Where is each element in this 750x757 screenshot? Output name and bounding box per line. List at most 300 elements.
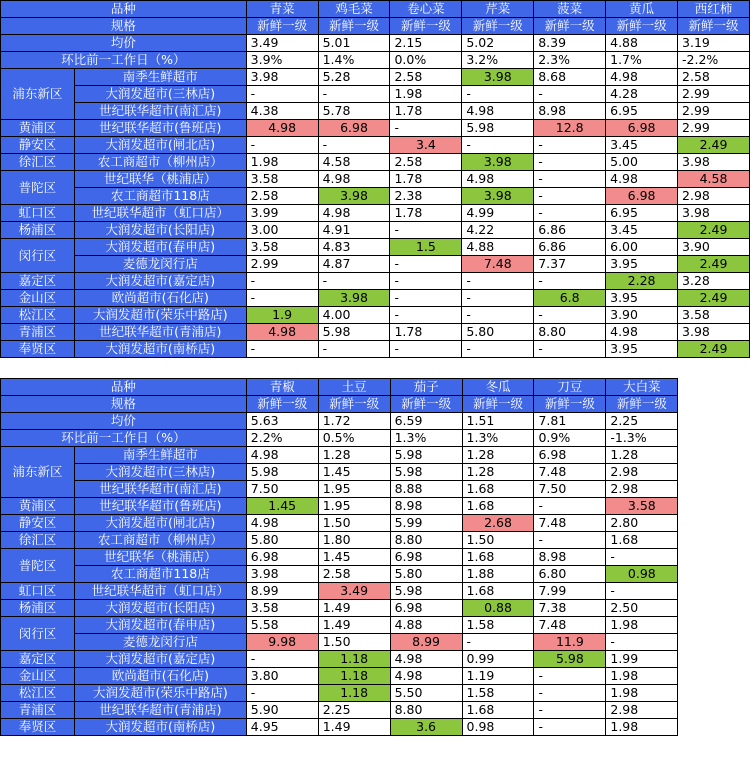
price-cell: 2.58 [678,69,750,86]
table-row [1,668,750,685]
price-cell: 3.98 [246,566,318,583]
blank-cell [678,379,750,396]
table-row [1,464,750,481]
header-row-spec [1,18,750,35]
header-row-avg [1,413,750,430]
price-cell: 2.28 [606,273,678,290]
store-cell: 欧尚超市(石化店) [74,290,246,307]
price-cell: 3.4 [390,137,462,154]
price-cell: - [390,341,462,358]
price-cell: 3.98 [462,188,534,205]
header-row-change [1,52,750,69]
blank-cell [678,498,750,515]
table-row [1,532,750,549]
store-cell: 麦德龙闵行店 [74,256,246,273]
store-cell: 大润发超市(南桥店) [74,719,246,736]
store-cell: 大润发超市(闸北店) [74,137,246,154]
store-cell: 世纪联华超市(青浦店) [74,324,246,341]
price-cell: - [534,307,606,324]
price-cell: 5.50 [390,685,462,702]
store-cell: 世纪联华（桃浦店） [74,549,246,566]
header-row-avg-label: 均价 [1,413,247,430]
header-row-spec-cell: 新鲜一级 [606,396,678,413]
blank-cell [678,532,750,549]
header-row-avg-label: 均价 [1,35,247,52]
district-cell: 静安区 [1,515,75,532]
table-row [1,583,750,600]
price-cell: 2.68 [462,515,534,532]
blank-cell [678,464,750,481]
table-row [1,341,750,358]
store-cell: 南季生鲜超市 [74,69,246,86]
header-row-avg-cell: 1.51 [462,413,534,430]
price-cell: 1.98 [606,617,678,634]
price-cell: 6.98 [246,549,318,566]
price-cell: 0.98 [462,719,534,736]
store-cell: 世纪联华超市(南汇店) [74,481,246,498]
blank-cell [678,583,750,600]
price-cell: 1.78 [390,171,462,188]
price-cell: 1.50 [462,532,534,549]
store-cell: 大润发超市(嘉定店) [74,651,246,668]
header-row-spec-cell: 新鲜一级 [390,396,462,413]
table-row [1,324,750,341]
price-cell: - [534,154,606,171]
price-cell: 4.98 [606,324,678,341]
price-cell: 1.95 [318,481,390,498]
district-cell: 金山区 [1,290,75,307]
table-row [1,205,750,222]
price-cell: - [462,290,534,307]
table-row [1,685,750,702]
price-cell: 9.98 [246,634,318,651]
price-cell: 6.98 [606,120,678,137]
price-cell: 1.49 [318,600,390,617]
header-row-change-cell: 0.5% [318,430,390,447]
price-cell: 4.98 [246,515,318,532]
store-cell: 世纪联华超市（虹口店） [74,583,246,600]
store-cell: 大润发超市(荣乐中路店) [74,307,246,324]
header-row-variety-cell: 刀豆 [534,379,606,396]
header-row-spec-cell: 新鲜一级 [534,396,606,413]
table-row [1,566,750,583]
price-cell: 5.98 [462,120,534,137]
store-cell: 欧尚超市(石化店) [74,668,246,685]
store-cell: 大润发超市(春申店) [74,239,246,256]
price-cell: 1.58 [462,685,534,702]
table-row [1,481,750,498]
price-cell: 1.18 [318,685,390,702]
price-cell: 3.98 [462,69,534,86]
price-cell: 1.98 [390,86,462,103]
header-row-avg-cell: 2.25 [606,413,678,430]
price-cell: 1.68 [462,549,534,566]
price-cell: 12.8 [534,120,606,137]
price-cell: 5.80 [246,532,318,549]
price-cell: - [534,137,606,154]
price-cell: - [462,86,534,103]
price-cell: 8.80 [390,702,462,719]
price-cell: 6.98 [606,188,678,205]
price-cell: - [606,583,678,600]
price-cell: 8.98 [534,549,606,566]
header-row-avg-cell: 5.02 [462,35,534,52]
header-row-variety-cell: 芹菜 [462,1,534,18]
price-cell: 3.95 [606,290,678,307]
price-cell: 4.88 [390,617,462,634]
blank-cell [678,549,750,566]
header-row-variety [1,1,750,18]
price-cell: 1.68 [462,702,534,719]
price-cell: 4.22 [462,222,534,239]
price-cell: 8.80 [534,324,606,341]
price-cell: 3.58 [246,600,318,617]
header-row-change-label: 环比前一工作日（%） [1,430,247,447]
store-cell: 大润发超市(三林店) [74,86,246,103]
price-cell: 1.95 [318,498,390,515]
price-cell: 3.90 [606,307,678,324]
price-cell: 3.95 [606,341,678,358]
price-cell: - [534,171,606,188]
district-cell: 闵行区 [1,239,75,273]
vegetable-price-table-2 [0,378,750,736]
header-row-avg-cell: 1.72 [318,413,390,430]
header-row-spec-cell: 新鲜一级 [678,18,750,35]
store-cell: 大润发超市(长阳店) [74,222,246,239]
price-cell: 8.88 [390,481,462,498]
district-cell: 普陀区 [1,549,75,583]
price-cell: - [246,137,318,154]
header-row-variety-cell: 鸡毛菜 [318,1,390,18]
header-row-change [1,430,750,447]
price-cell: 1.28 [606,447,678,464]
header-row-avg-cell: 3.49 [246,35,318,52]
price-cell: 1.98 [246,154,318,171]
table-row [1,103,750,120]
price-cell: - [390,256,462,273]
header-row-change-cell: 1.4% [318,52,390,69]
store-cell: 农工商超市（柳州店） [74,154,246,171]
price-cell: 3.98 [318,290,390,307]
price-cell: 4.58 [318,154,390,171]
store-cell: 大润发超市(三林店) [74,464,246,481]
price-cell: 4.98 [606,171,678,188]
price-cell: - [390,307,462,324]
header-row-change-cell: 2.2% [246,430,318,447]
header-row-change-cell: 1.3% [390,430,462,447]
price-cell: 5.28 [318,69,390,86]
price-cell: 6.98 [390,600,462,617]
price-cell: 1.18 [318,668,390,685]
price-cell: 5.98 [318,324,390,341]
blank-cell [678,702,750,719]
price-cell: 2.99 [246,256,318,273]
price-cell: 1.98 [606,685,678,702]
header-row-spec-cell: 新鲜一级 [246,396,318,413]
price-cell: 2.98 [606,481,678,498]
price-cell: 5.90 [246,702,318,719]
header-row-variety-cell: 菠菜 [534,1,606,18]
price-cell: 2.38 [390,188,462,205]
price-cell: 2.80 [606,515,678,532]
blank-cell [678,430,750,447]
header-row-avg-cell: 8.39 [534,35,606,52]
price-cell: 7.37 [534,256,606,273]
district-cell: 青浦区 [1,324,75,341]
price-cell: 1.18 [318,651,390,668]
store-cell: 南季生鲜超市 [74,447,246,464]
price-cell: 3.98 [678,205,750,222]
price-cell: 4.88 [462,239,534,256]
price-cell: 4.00 [318,307,390,324]
price-cell: 2.25 [318,702,390,719]
blank-cell [678,413,750,430]
price-cell: 4.98 [390,668,462,685]
price-cell: - [462,341,534,358]
header-row-variety-cell: 黄瓜 [606,1,678,18]
table-row [1,634,750,651]
header-row-variety-label: 品种 [1,379,247,396]
price-cell: - [534,702,606,719]
price-cell: 6.00 [606,239,678,256]
table-row [1,239,750,256]
store-cell: 世纪联华超市(鲁班店) [74,120,246,137]
price-cell: 3.98 [462,154,534,171]
header-row-change-cell: 3.2% [462,52,534,69]
district-cell: 金山区 [1,668,75,685]
blank-cell [678,651,750,668]
store-cell: 大润发超市(春申店) [74,617,246,634]
header-row-avg-cell: 7.81 [534,413,606,430]
price-cell: 1.45 [318,464,390,481]
price-cell: 5.58 [246,617,318,634]
table-row [1,498,750,515]
header-row-variety-cell: 青椒 [246,379,318,396]
price-cell: - [246,290,318,307]
price-cell: 1.58 [462,617,534,634]
header-row-avg-cell: 6.59 [390,413,462,430]
price-cell: 4.95 [246,719,318,736]
price-cell: 1.68 [462,481,534,498]
price-cell: 3.45 [606,222,678,239]
price-cell: 2.58 [318,566,390,583]
price-cell: 3.58 [678,307,750,324]
header-row-change-cell: -2.2% [678,52,750,69]
district-cell: 松江区 [1,685,75,702]
price-cell: 6.98 [318,120,390,137]
price-cell: 1.28 [318,447,390,464]
header-row-avg-cell: 4.88 [606,35,678,52]
price-cell: 4.98 [462,171,534,188]
header-row-avg [1,35,750,52]
district-cell: 虹口区 [1,205,75,222]
table-row [1,69,750,86]
price-cell: 0.88 [462,600,534,617]
price-cell: - [390,222,462,239]
table-row [1,256,750,273]
price-cell: 3.98 [678,154,750,171]
price-cell: - [534,532,606,549]
price-cell: 1.49 [318,719,390,736]
store-cell: 世纪联华超市(鲁班店) [74,498,246,515]
table-row [1,171,750,188]
store-cell: 大润发超市(闸北店) [74,515,246,532]
price-cell: 8.98 [534,103,606,120]
district-cell: 青浦区 [1,702,75,719]
price-cell: - [390,273,462,290]
price-cell: - [462,634,534,651]
store-cell: 世纪联华超市（虹口店） [74,205,246,222]
price-cell: 0.98 [606,566,678,583]
price-cell: - [534,498,606,515]
price-cell: 3.99 [246,205,318,222]
price-cell: 3.58 [606,498,678,515]
header-row-variety-cell: 大白菜 [606,379,678,396]
vegetable-price-table-1 [0,0,750,358]
price-cell: 4.98 [390,651,462,668]
price-cell: 2.49 [678,137,750,154]
price-cell: - [534,86,606,103]
price-cell: 2.99 [678,103,750,120]
district-cell: 松江区 [1,307,75,324]
price-cell: - [534,205,606,222]
table-row [1,154,750,171]
price-cell: 5.98 [534,651,606,668]
price-cell: 2.98 [678,188,750,205]
price-cell: 8.98 [390,498,462,515]
district-cell: 静安区 [1,137,75,154]
header-row-change-cell: 0.9% [534,430,606,447]
price-cell: 4.99 [462,205,534,222]
table-row [1,651,750,668]
price-cell: 4.38 [246,103,318,120]
price-cell: 11.9 [534,634,606,651]
price-cell: 2.99 [678,120,750,137]
price-cell: 3.80 [246,668,318,685]
header-row-change-cell: 0.0% [390,52,462,69]
price-cell: 5.80 [462,324,534,341]
price-cell: 4.28 [606,86,678,103]
blank-cell [678,515,750,532]
price-cell: 5.00 [606,154,678,171]
store-cell: 农工商超市118店 [74,188,246,205]
price-cell: 6.80 [534,566,606,583]
price-cell: - [318,86,390,103]
price-cell: 6.95 [606,205,678,222]
price-cell: 2.58 [246,188,318,205]
header-row-change-cell: -1.3% [606,430,678,447]
district-cell: 黄浦区 [1,120,75,137]
price-cell: - [534,273,606,290]
price-cell: - [390,120,462,137]
price-cell: 5.99 [390,515,462,532]
price-cell: - [534,685,606,702]
district-cell: 普陀区 [1,171,75,205]
price-cell: 1.49 [318,617,390,634]
price-cell: 2.58 [390,69,462,86]
price-cell: 1.28 [462,447,534,464]
price-cell: 4.98 [246,447,318,464]
price-cell: - [246,685,318,702]
price-cell: 1.68 [462,498,534,515]
table-row [1,617,750,634]
price-cell: 2.50 [606,600,678,617]
price-cell: 3.49 [318,583,390,600]
price-cell: 4.98 [462,103,534,120]
price-cell: 1.78 [390,205,462,222]
store-cell: 大润发超市(嘉定店) [74,273,246,290]
price-cell: 1.68 [606,532,678,549]
table-row [1,188,750,205]
price-cell: 4.91 [318,222,390,239]
price-cell: 6.98 [390,549,462,566]
price-cell: 2.58 [390,154,462,171]
store-cell: 农工商超市（柳州店） [74,532,246,549]
table-row [1,86,750,103]
price-cell: 3.95 [606,256,678,273]
price-cell: - [534,719,606,736]
header-row-variety-label: 品种 [1,1,247,18]
price-cell: 4.98 [606,69,678,86]
header-row-spec-label: 规格 [1,396,247,413]
price-cell: 6.86 [534,222,606,239]
price-cell: 1.50 [318,515,390,532]
price-cell: 4.98 [246,120,318,137]
price-cell: 6.8 [534,290,606,307]
price-cell: - [318,273,390,290]
header-row-avg-cell: 5.01 [318,35,390,52]
table-row [1,137,750,154]
price-cell: 7.38 [534,600,606,617]
price-cell: - [318,137,390,154]
district-cell: 黄浦区 [1,498,75,515]
price-cell: 4.98 [318,205,390,222]
price-cell: 4.83 [318,239,390,256]
table-row [1,307,750,324]
district-cell: 嘉定区 [1,273,75,290]
price-cell: 3.98 [678,324,750,341]
header-row-spec-cell: 新鲜一级 [462,18,534,35]
header-row-spec-cell: 新鲜一级 [390,18,462,35]
district-cell: 杨浦区 [1,222,75,239]
store-cell: 农工商超市118店 [74,566,246,583]
price-cell: 2.49 [678,341,750,358]
price-cell: 1.19 [462,668,534,685]
district-cell: 浦东新区 [1,447,75,498]
blank-cell [678,396,750,413]
price-cell: - [246,273,318,290]
price-cell: 1.50 [318,634,390,651]
price-cell: 3.58 [246,171,318,188]
price-cell: 3.98 [246,69,318,86]
price-cell: 2.98 [606,702,678,719]
price-cell: 1.99 [606,651,678,668]
blank-cell [678,447,750,464]
district-cell: 浦东新区 [1,69,75,120]
price-cell: 7.99 [534,583,606,600]
header-row-variety-cell: 冬瓜 [462,379,534,396]
price-cell: 6.95 [606,103,678,120]
price-cell: 6.86 [534,239,606,256]
blank-cell [678,566,750,583]
price-cell: - [534,668,606,685]
price-cell: 1.5 [390,239,462,256]
price-cell: 7.48 [534,515,606,532]
price-cell: 5.98 [390,447,462,464]
price-cell: - [246,651,318,668]
table-row [1,222,750,239]
store-cell: 大润发超市(荣乐中路店) [74,685,246,702]
